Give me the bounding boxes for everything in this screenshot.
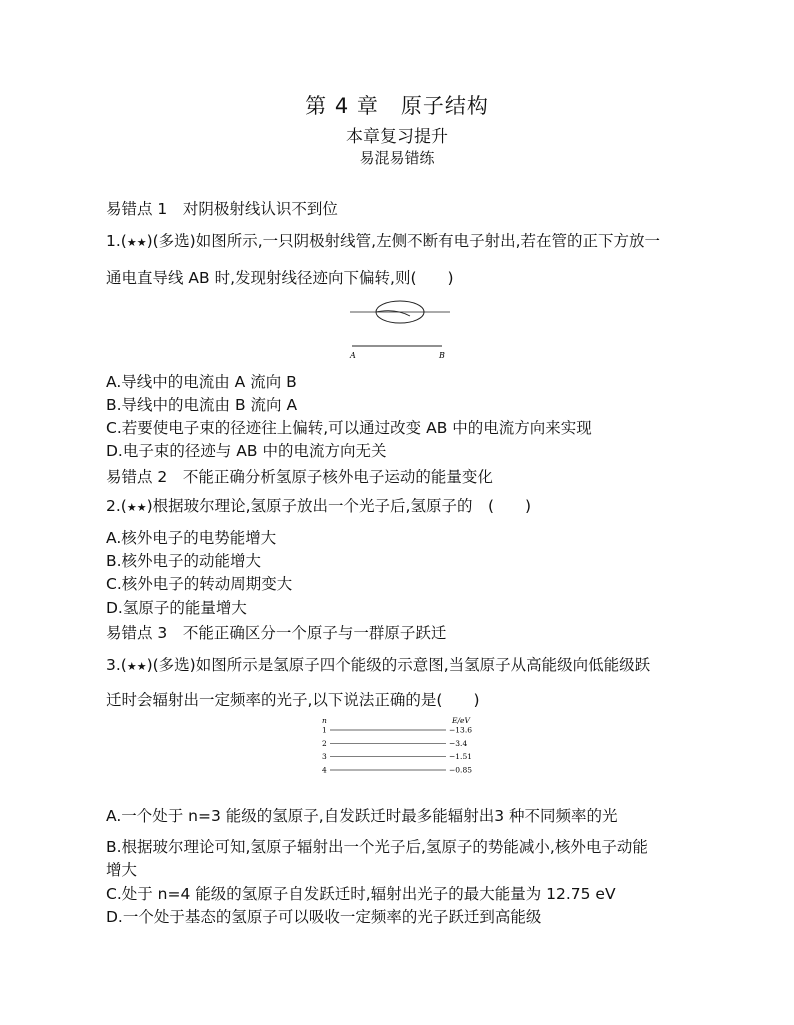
error-point-text: 不能正确区分一个原子与一群原子跃迁 <box>182 624 447 642</box>
q1-option-d: D.电子束的径迹与 AB 中的电流方向无关 <box>106 442 387 460</box>
wire-label-a: A <box>350 351 356 360</box>
question-3-line-2: 迁时会辐射出一定频率的光子,以下说法正确的是( ) <box>106 691 480 709</box>
q3-option-b-continued: 增大 <box>106 861 138 879</box>
difficulty-star-icon: ★★ <box>126 660 147 673</box>
error-point-1 <box>106 197 338 219</box>
error-point-text: 不能正确分析氢原子核外电子运动的能量变化 <box>182 468 493 486</box>
q2-option-a: A.核外电子的电势能增大 <box>106 529 277 547</box>
level-number-label: 4 <box>322 765 327 775</box>
chapter-title: 第 4 章 原子结构 <box>305 94 489 118</box>
level-number-label: 1 <box>322 725 327 735</box>
difficulty-star-icon: ★★ <box>126 236 147 249</box>
level-number-label: 3 <box>322 752 327 762</box>
q1-option-c: C.若要使电子束的径迹往上偏转,可以通过改变 AB 中的电流方向来实现 <box>106 419 592 437</box>
level-energy-label: −13.6 <box>449 725 472 735</box>
ray-path <box>376 311 410 316</box>
q2-option-b: B.核外电子的动能增大 <box>106 552 262 570</box>
wire-label-b: B <box>439 351 445 360</box>
level-energy-label: −0.85 <box>449 765 472 775</box>
energy-level-diagram <box>318 714 478 776</box>
error-point-label: 易错点 2 <box>106 468 168 486</box>
q3-option-b: B.根据玻尔理论可知,氢原子辐射出一个光子后,氢原子的势能减小,核外电子动能 <box>106 838 648 856</box>
q2-option-c: C.核外电子的转动周期变大 <box>106 575 293 593</box>
q3-option-d: D.一个处于基态的氢原子可以吸收一定频率的光子跃迁到高能级 <box>106 908 542 926</box>
error-point-3 <box>106 621 446 643</box>
difficulty-star-icon: ★★ <box>126 501 147 514</box>
question-1-line-2: 通电直导线 AB 时,发现射线径迹向下偏转,则( ) <box>106 269 454 287</box>
level-energy-label: −3.4 <box>449 738 468 748</box>
error-point-label: 易错点 1 <box>106 200 168 218</box>
n-axis-label: n <box>322 716 327 725</box>
error-point-text: 对阴极射线认识不到位 <box>182 200 338 218</box>
level-energy-label: −1.51 <box>449 752 472 762</box>
q1-option-b: B.导线中的电流由 B 流向 A <box>106 396 298 414</box>
question-2-stem: 2.(★★)根据玻尔理论,氢原子放出一个光子后,氢原子的 ( ) <box>106 497 532 515</box>
energy-axis-label: E/eV <box>452 716 470 725</box>
q1-option-a: A.导线中的电流由 A 流向 B <box>106 373 297 391</box>
error-point-label: 易错点 3 <box>106 624 168 642</box>
cathode-ray-tube-figure <box>340 296 460 364</box>
section-title: 本章复习提升 <box>346 127 448 147</box>
q3-option-c: C.处于 n=4 能级的氢原子自发跃迁时,辐射出光子的最大能量为 12.75 eV <box>106 885 616 903</box>
q2-option-d: D.氢原子的能量增大 <box>106 599 247 617</box>
question-1-line-1: 1.(★★)(多选)如图所示,一只阴极射线管,左侧不断有电子射出,若在管的正下方放一 <box>106 232 661 250</box>
error-point-2 <box>106 465 493 487</box>
question-3-line-1: 3.(★★)(多选)如图所示是氢原子四个能级的示意图,当氢原子从高能级向低能级跃 <box>106 656 651 674</box>
level-number-label: 2 <box>322 738 327 748</box>
subsection-title: 易混易错练 <box>359 149 435 167</box>
q3-option-a: A.一个处于 n=3 能级的氢原子,自发跃迁时最多能辐射出3 种不同频率的光 <box>106 807 618 825</box>
